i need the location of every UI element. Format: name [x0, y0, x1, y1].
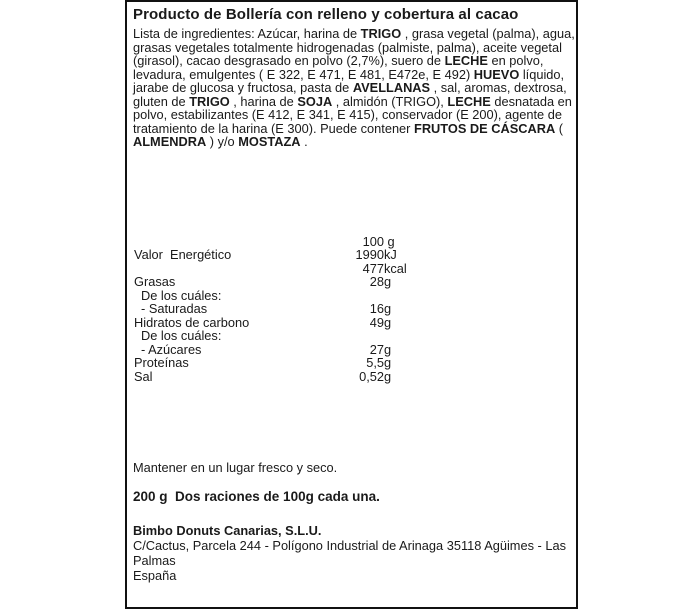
ingredients-line: jarabe de glucosa y fructosa, pasta de AVELLANAS , sal, aromas, dextrosa, [133, 80, 567, 95]
ingredients-line: (girasol), cacao desgrasado en polvo (2,7%), suero de LECHE en polvo, [133, 53, 544, 68]
nutrition-table [133, 235, 568, 384]
ingredients-paragraph [133, 26, 575, 149]
ingredients-line: gluten de TRIGO , harina de SOJA , almidón (TRIGO), LECHE desnatada en [133, 93, 572, 109]
nutrition-row: Grasas 28 g [134, 274, 392, 289]
nutrition-row: Sal 0,52 g [134, 368, 392, 384]
manufacturer-block [133, 523, 568, 583]
nutrition-row: 100 g [362, 233, 395, 249]
ingredients-line: Lista de ingredientes: Azúcar, harina de TRIGO , grasa vegetal (palma), agua, [133, 26, 575, 41]
ingredients-line: grasas vegetales totalmente hidrogenadas (palmiste, palma), aceite vegetal [133, 39, 562, 55]
product-label-box [125, 0, 578, 609]
ingredients-line: ALMENDRA ) y/o MOSTAZA . [133, 134, 308, 149]
nutrition-row: Valor Energético 1990 kJ [134, 247, 397, 262]
nutrition-row: 477 kcal [362, 260, 407, 276]
manufacturer-address: C/Cactus, Parcela 244 - Polígono Industrial de Arinaga 35118 Agüimes - Las Palmas España [133, 537, 566, 583]
manufacturer-name: Bimbo Donuts Canarias, S.L.U. [133, 522, 322, 538]
nutrition-row: De los cuáles: [141, 328, 222, 343]
nutrition-row: - Azúcares 27 g [141, 341, 392, 357]
page-title: Producto de Bollería con relleno y cobertura al cacao [133, 6, 519, 23]
nutrition-row: Proteínas 5,5 g [134, 355, 392, 370]
storage-note: Mantener en un lugar fresco y seco. [133, 460, 338, 475]
net-weight: 200 g Dos raciones de 100g cada una. [133, 488, 380, 504]
nutrition-row: De los cuáles: [141, 287, 222, 303]
ingredients-line: polvo, estabilizantes (E 412, E 341, E 415), conservador (E 200), agente de [133, 107, 562, 122]
nutrition-row: Hidratos de carbono 49 g [134, 314, 392, 330]
ingredients-line: tratamiento de la harina (E 300). Puede contener FRUTOS DE CÁSCARA ( [133, 120, 564, 136]
ingredients-line: levadura, emulgentes ( E 322, E 471, E 481, E472e, E 492) HUEVO líquido, [133, 66, 565, 82]
nutrition-row: - Saturadas 16 g [141, 301, 392, 316]
